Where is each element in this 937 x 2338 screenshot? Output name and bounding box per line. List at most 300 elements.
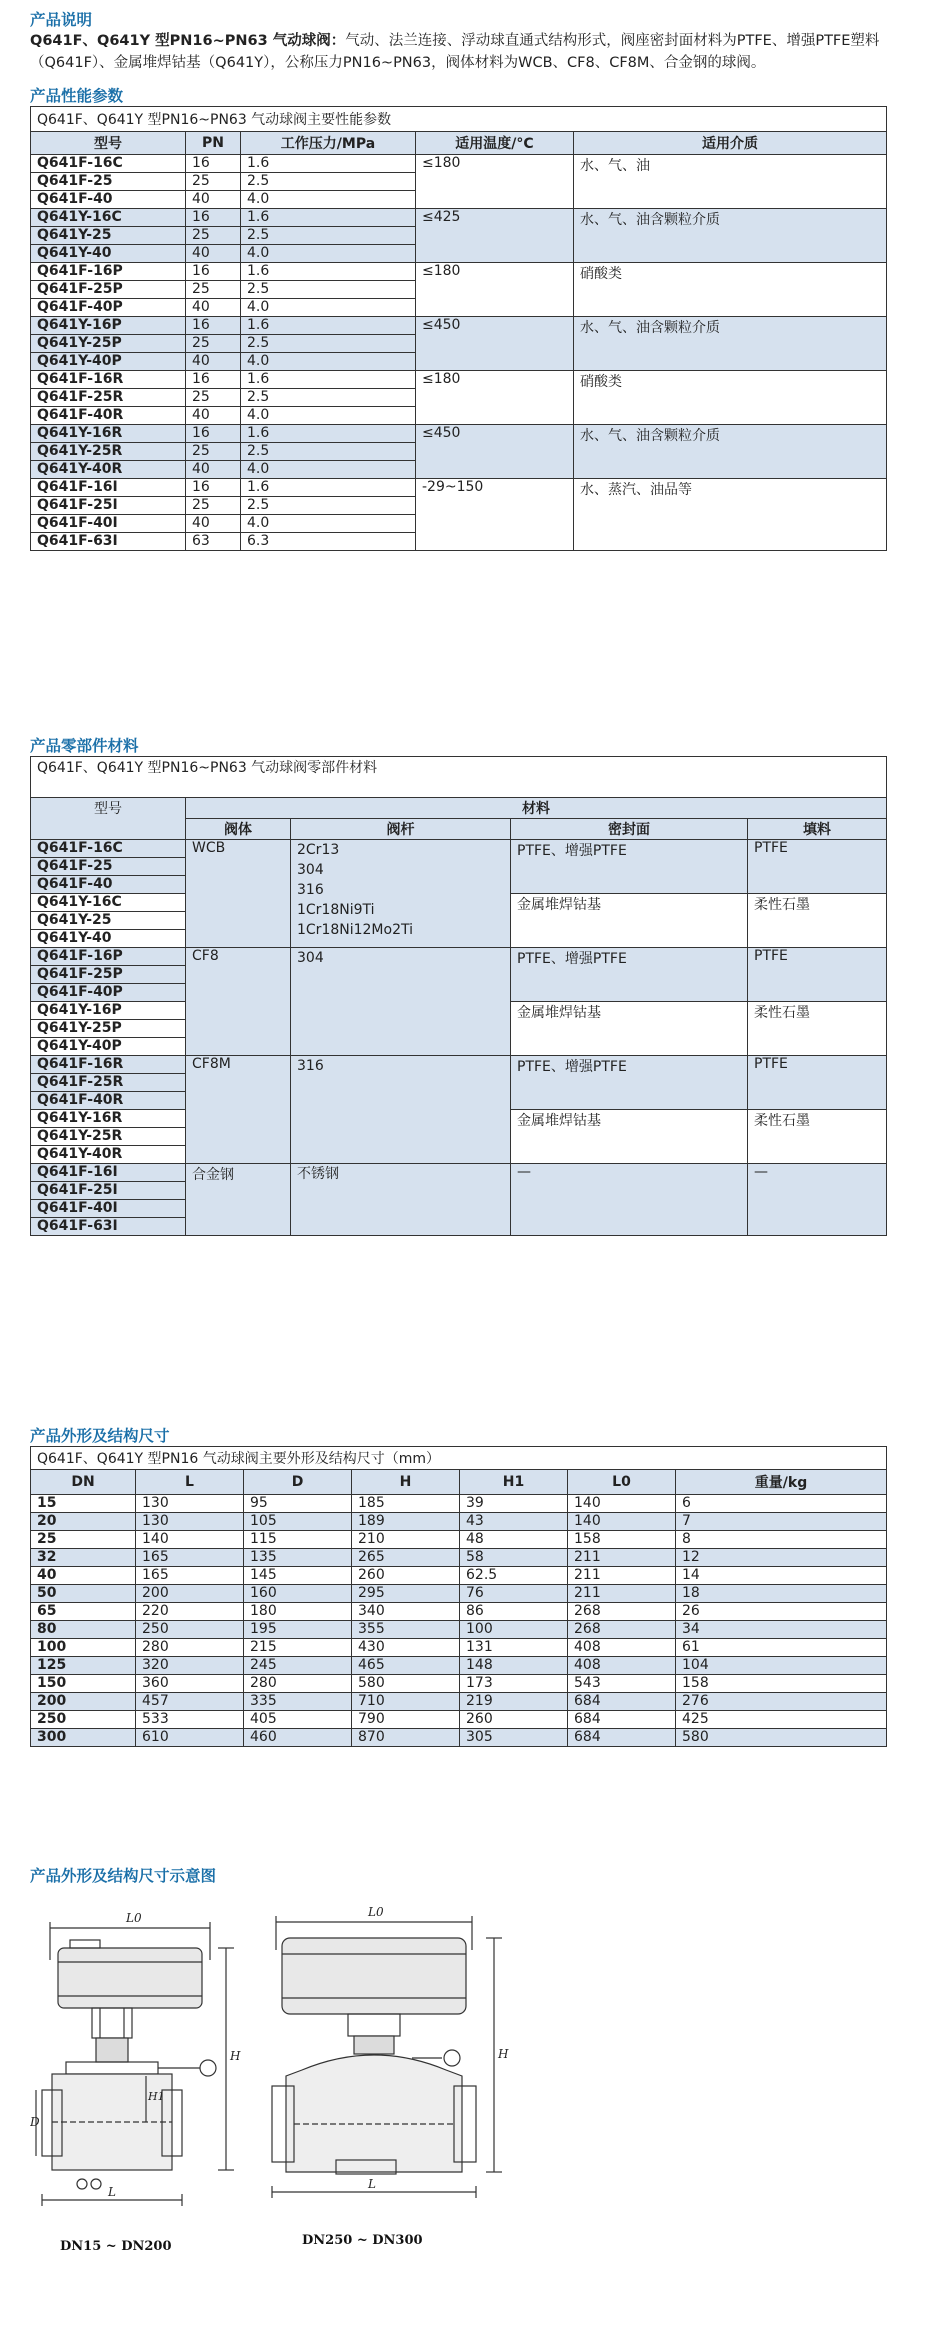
seal-material-cell: 金属堆焊钴基: [511, 1002, 748, 1056]
temperature-cell: ≤180: [416, 155, 574, 209]
stem-material-line: 316: [297, 1058, 324, 1074]
pressure-cell: 1.6: [241, 209, 416, 227]
diagram-label-large: DN250 ~ DN300: [302, 2233, 423, 2248]
dimension-cell: 140: [568, 1495, 676, 1513]
dn-cell: 15: [31, 1495, 136, 1513]
model-cell: Q641F-40: [31, 191, 186, 209]
pn-cell: 25: [186, 497, 241, 515]
dn-cell: 300: [31, 1729, 136, 1747]
dimension-cell: 148: [460, 1657, 568, 1675]
stem-material-line: 1Cr18Ni12Mo2Ti: [297, 922, 413, 938]
model-cell: Q641F-25R: [31, 1074, 186, 1092]
model-cell: Q641Y-40P: [31, 1038, 186, 1056]
model-cell: Q641Y-16C: [31, 209, 186, 227]
dimension-cell: 34: [676, 1621, 887, 1639]
dimension-cell: 86: [460, 1603, 568, 1621]
table-row: [31, 1603, 887, 1621]
dimension-cell: 211: [568, 1585, 676, 1603]
pn-cell: 63: [186, 533, 241, 551]
dimension-cell: 215: [244, 1639, 352, 1657]
temperature-cell: ≤180: [416, 371, 574, 425]
temperature-cell: ≤450: [416, 425, 574, 479]
pressure-cell: 2.5: [241, 389, 416, 407]
temperature-cell: -29~150: [416, 479, 574, 551]
dimension-cell: 250: [136, 1621, 244, 1639]
dimension-cell: 684: [568, 1711, 676, 1729]
dim-label-h-large: H: [498, 2047, 509, 2061]
table-row: [31, 1693, 887, 1711]
seal-material-cell: PTFE、增强PTFE: [511, 840, 748, 894]
materials-header-row: [31, 798, 887, 819]
dn-cell: 20: [31, 1513, 136, 1531]
dimension-cell: 211: [568, 1549, 676, 1567]
model-cell: Q641F-40P: [31, 984, 186, 1002]
dimension-cell: 268: [568, 1603, 676, 1621]
pressure-cell: 1.6: [241, 155, 416, 173]
stem-material-line: 不锈钢: [297, 1166, 339, 1182]
pn-cell: 16: [186, 371, 241, 389]
model-cell: Q641F-40I: [31, 1200, 186, 1218]
table-row: [31, 1657, 887, 1675]
temperature-cell: ≤450: [416, 317, 574, 371]
model-cell: Q641Y-25R: [31, 443, 186, 461]
dim-label-l0: L0: [126, 1911, 142, 1925]
table-row: [31, 209, 887, 227]
dimension-cell: 145: [244, 1567, 352, 1585]
materials-table: [30, 756, 887, 1236]
dimension-cell: 360: [136, 1675, 244, 1693]
pressure-cell: 4.0: [241, 515, 416, 533]
materials-caption-row: [31, 757, 887, 798]
packing-material-cell: —: [748, 1164, 887, 1236]
model-cell: Q641F-40R: [31, 1092, 186, 1110]
description-text: 气动、法兰连接、浮动球直通式结构形式，阀座密封面材料为PTFE、增强PTFE塑料（Q641F）、金属堆焊钴基（Q641Y），公称压力PN16~PN63，阀体材料为WCB、CF8、CF8M、合金钢的球阀。: [30, 33, 880, 71]
valve-drawing-large: [262, 1900, 512, 2270]
packing-material-cell: PTFE: [748, 948, 887, 1002]
dimension-cell: 543: [568, 1675, 676, 1693]
pn-cell: 25: [186, 281, 241, 299]
dimension-cell: 158: [568, 1531, 676, 1549]
dimension-cell: 165: [136, 1567, 244, 1585]
dimension-cell: 870: [352, 1729, 460, 1747]
dimension-cell: 100: [460, 1621, 568, 1639]
table-row: [31, 371, 887, 389]
dimension-cell: 180: [244, 1603, 352, 1621]
pressure-cell: 2.5: [241, 281, 416, 299]
body-material-cell: 合金钢: [186, 1164, 291, 1236]
dimension-cell: 48: [460, 1531, 568, 1549]
model-cell: Q641Y-16P: [31, 317, 186, 335]
table-row: [31, 1621, 887, 1639]
performance-header-0: 型号: [31, 132, 186, 155]
table-row: [31, 1164, 887, 1182]
media-cell: 水、蒸汽、油品等: [574, 479, 887, 551]
dimension-cell: 189: [352, 1513, 460, 1531]
dn-cell: 32: [31, 1549, 136, 1567]
pn-cell: 25: [186, 227, 241, 245]
dimension-cell: 200: [136, 1585, 244, 1603]
dimension-cell: 268: [568, 1621, 676, 1639]
pn-cell: 16: [186, 425, 241, 443]
dimension-cell: 135: [244, 1549, 352, 1567]
stem-material-line: 316: [297, 882, 324, 898]
media-cell: 硝酸类: [574, 371, 887, 425]
temperature-cell: ≤180: [416, 263, 574, 317]
body-material-cell: WCB: [186, 840, 291, 948]
dimension-cell: 18: [676, 1585, 887, 1603]
pn-cell: 25: [186, 389, 241, 407]
performance-header-1: PN: [186, 132, 241, 155]
media-cell: 硝酸类: [574, 263, 887, 317]
dimension-cell: 430: [352, 1639, 460, 1657]
dn-cell: 40: [31, 1567, 136, 1585]
table-row: [31, 479, 887, 497]
pn-cell: 40: [186, 515, 241, 533]
dimension-cell: 61: [676, 1639, 887, 1657]
dimension-cell: 62.5: [460, 1567, 568, 1585]
diagram-label-small: DN15 ~ DN200: [60, 2239, 172, 2254]
body-material-cell: CF8: [186, 948, 291, 1056]
product-description: [30, 30, 886, 74]
stem-material-cell: [291, 840, 511, 948]
dn-cell: 150: [31, 1675, 136, 1693]
dimension-cell: 280: [136, 1639, 244, 1657]
dimension-cell: 335: [244, 1693, 352, 1711]
model-cell: Q641F-16P: [31, 263, 186, 281]
pressure-cell: 1.6: [241, 263, 416, 281]
table-row: [31, 840, 887, 858]
model-cell: Q641Y-40P: [31, 353, 186, 371]
dim-label-l: L: [108, 2185, 116, 2199]
section-title-performance: 产品性能参数: [30, 87, 124, 105]
body-material-cell: CF8M: [186, 1056, 291, 1164]
dimension-cell: 355: [352, 1621, 460, 1639]
dimension-cell: 12: [676, 1549, 887, 1567]
dimension-cell: 211: [568, 1567, 676, 1585]
table-row: [31, 1711, 887, 1729]
dimension-cell: 710: [352, 1693, 460, 1711]
performance-header-2: 工作压力/MPa: [241, 132, 416, 155]
pn-cell: 40: [186, 191, 241, 209]
materials-model-header: 型号: [31, 798, 186, 840]
dimensions-header-2: D: [244, 1470, 352, 1495]
dn-cell: 65: [31, 1603, 136, 1621]
section-title-diagram: 产品外形及结构尺寸示意图: [30, 1867, 217, 1885]
model-cell: Q641F-40P: [31, 299, 186, 317]
model-cell: Q641Y-16R: [31, 425, 186, 443]
dimension-cell: 43: [460, 1513, 568, 1531]
dimensions-header-6: 重量/kg: [676, 1470, 887, 1495]
dimension-cell: 245: [244, 1657, 352, 1675]
table-row: [31, 1549, 887, 1567]
model-cell: Q641Y-16P: [31, 1002, 186, 1020]
materials-material-header: 材料: [186, 798, 887, 819]
seal-material-cell: PTFE、增强PTFE: [511, 1056, 748, 1110]
pn-cell: 25: [186, 335, 241, 353]
dimension-cell: 460: [244, 1729, 352, 1747]
pressure-cell: 4.0: [241, 461, 416, 479]
pn-cell: 40: [186, 407, 241, 425]
table-row: [31, 317, 887, 335]
pressure-cell: 1.6: [241, 425, 416, 443]
dimension-cell: 610: [136, 1729, 244, 1747]
dimension-cell: 8: [676, 1531, 887, 1549]
packing-material-cell: PTFE: [748, 840, 887, 894]
table-row: [31, 948, 887, 966]
pn-cell: 16: [186, 317, 241, 335]
performance-header-row: [31, 132, 887, 155]
dimension-cell: 185: [352, 1495, 460, 1513]
media-cell: 水、气、油: [574, 155, 887, 209]
dim-label-h: H: [230, 2049, 241, 2063]
model-cell: Q641Y-25P: [31, 1020, 186, 1038]
dimension-cell: 195: [244, 1621, 352, 1639]
materials-caption: Q641F、Q641Y 型PN16~PN63 气动球阀零部件材料: [31, 757, 887, 798]
dn-cell: 200: [31, 1693, 136, 1711]
dimension-cell: 173: [460, 1675, 568, 1693]
pn-cell: 25: [186, 173, 241, 191]
dn-cell: 250: [31, 1711, 136, 1729]
model-cell: Q641F-25I: [31, 497, 186, 515]
materials-subheader-3: 填料: [748, 819, 887, 840]
media-cell: 水、气、油含颗粒介质: [574, 317, 887, 371]
stem-material-line: 2Cr13: [297, 842, 340, 858]
performance-caption: Q641F、Q641Y 型PN16~PN63 气动球阀主要性能参数: [31, 107, 887, 132]
dimension-cell: 140: [136, 1531, 244, 1549]
stem-material-line: 1Cr18Ni9Ti: [297, 902, 375, 918]
pressure-cell: 4.0: [241, 407, 416, 425]
media-cell: 水、气、油含颗粒介质: [574, 209, 887, 263]
dimension-cell: 220: [136, 1603, 244, 1621]
dimension-cell: 14: [676, 1567, 887, 1585]
model-cell: Q641F-16R: [31, 371, 186, 389]
dimension-cell: 405: [244, 1711, 352, 1729]
temperature-cell: ≤425: [416, 209, 574, 263]
dimension-cell: 76: [460, 1585, 568, 1603]
pn-cell: 40: [186, 245, 241, 263]
performance-header-4: 适用介质: [574, 132, 887, 155]
dimension-cell: 130: [136, 1495, 244, 1513]
seal-material-cell: 金属堆焊钴基: [511, 1110, 748, 1164]
dimensions-header-0: DN: [31, 1470, 136, 1495]
packing-material-cell: 柔性石墨: [748, 1002, 887, 1056]
model-cell: Q641F-63I: [31, 1218, 186, 1236]
stem-material-line: 304: [297, 862, 324, 878]
packing-material-cell: 柔性石墨: [748, 1110, 887, 1164]
seal-material-cell: —: [511, 1164, 748, 1236]
dimensions-header-5: L0: [568, 1470, 676, 1495]
dimension-cell: 276: [676, 1693, 887, 1711]
model-cell: Q641Y-40R: [31, 461, 186, 479]
table-row: [31, 1675, 887, 1693]
materials-subheader-2: 密封面: [511, 819, 748, 840]
dimension-cell: 165: [136, 1549, 244, 1567]
dimension-cell: 158: [676, 1675, 887, 1693]
materials-table-container: [30, 756, 887, 1236]
model-cell: Q641F-63I: [31, 533, 186, 551]
dimension-cell: 265: [352, 1549, 460, 1567]
model-cell: Q641F-16C: [31, 840, 186, 858]
dimension-cell: 39: [460, 1495, 568, 1513]
dim-label-d: D: [30, 2115, 40, 2129]
dimension-cell: 684: [568, 1693, 676, 1711]
dimension-cell: 684: [568, 1729, 676, 1747]
pressure-cell: 2.5: [241, 173, 416, 191]
dn-cell: 125: [31, 1657, 136, 1675]
dimensions-header-row: [31, 1470, 887, 1495]
dimensions-header-1: L: [136, 1470, 244, 1495]
dimension-cell: 408: [568, 1639, 676, 1657]
model-cell: Q641F-16P: [31, 948, 186, 966]
dimension-cell: 580: [676, 1729, 887, 1747]
dn-cell: 50: [31, 1585, 136, 1603]
dimension-cell: 95: [244, 1495, 352, 1513]
pn-cell: 40: [186, 353, 241, 371]
dimension-cell: 210: [352, 1531, 460, 1549]
dimension-cell: 408: [568, 1657, 676, 1675]
valve-diagram-large: [262, 1900, 512, 2270]
table-row: [31, 1495, 887, 1513]
model-cell: Q641Y-40: [31, 930, 186, 948]
model-cell: Q641F-40: [31, 876, 186, 894]
pn-cell: 16: [186, 479, 241, 497]
dimension-cell: 130: [136, 1513, 244, 1531]
dimensions-caption: Q641F、Q641Y 型PN16 气动球阀主要外形及结构尺寸（mm）: [31, 1447, 887, 1470]
stem-material-cell: [291, 1164, 511, 1236]
model-cell: Q641Y-25R: [31, 1128, 186, 1146]
dimensions-header-4: H1: [460, 1470, 568, 1495]
pressure-cell: 4.0: [241, 353, 416, 371]
dimension-cell: 465: [352, 1657, 460, 1675]
dimension-cell: 457: [136, 1693, 244, 1711]
stem-material-line: 304: [297, 950, 324, 966]
model-cell: Q641F-16I: [31, 1164, 186, 1182]
pressure-cell: 2.5: [241, 335, 416, 353]
dimension-cell: 580: [352, 1675, 460, 1693]
pressure-cell: 1.6: [241, 371, 416, 389]
table-row: [31, 1729, 887, 1747]
dimension-cell: 105: [244, 1513, 352, 1531]
model-cell: Q641F-16I: [31, 479, 186, 497]
dn-cell: 100: [31, 1639, 136, 1657]
pn-cell: 40: [186, 299, 241, 317]
pressure-cell: 2.5: [241, 227, 416, 245]
pn-cell: 16: [186, 155, 241, 173]
performance-caption-row: [31, 107, 887, 132]
dimension-cell: 219: [460, 1693, 568, 1711]
model-cell: Q641F-25: [31, 173, 186, 191]
pressure-cell: 4.0: [241, 191, 416, 209]
section-title-description: 产品说明: [30, 11, 93, 29]
model-cell: Q641F-25I: [31, 1182, 186, 1200]
media-cell: 水、气、油含颗粒介质: [574, 425, 887, 479]
seal-material-cell: 金属堆焊钴基: [511, 894, 748, 948]
section-title-materials: 产品零部件材料: [30, 737, 139, 755]
dimension-cell: 26: [676, 1603, 887, 1621]
dimension-cell: 115: [244, 1531, 352, 1549]
dn-cell: 80: [31, 1621, 136, 1639]
dim-label-h1: H1: [148, 2090, 165, 2103]
model-cell: Q641F-25P: [31, 281, 186, 299]
packing-material-cell: PTFE: [748, 1056, 887, 1110]
description-bold: Q641F、Q641Y 型PN16~PN63 气动球阀：: [30, 33, 346, 49]
materials-subheader-1: 阀杆: [291, 819, 511, 840]
model-cell: Q641F-25: [31, 858, 186, 876]
dimensions-table: [30, 1446, 887, 1747]
model-cell: Q641F-40I: [31, 515, 186, 533]
dimensions-table-container: [30, 1446, 887, 1747]
model-cell: Q641F-16R: [31, 1056, 186, 1074]
pressure-cell: 4.0: [241, 299, 416, 317]
model-cell: Q641Y-25P: [31, 335, 186, 353]
dimension-cell: 340: [352, 1603, 460, 1621]
pressure-cell: 2.5: [241, 497, 416, 515]
pressure-cell: 6.3: [241, 533, 416, 551]
table-row: [31, 263, 887, 281]
dimension-cell: 58: [460, 1549, 568, 1567]
performance-table: [30, 106, 887, 551]
pressure-cell: 1.6: [241, 317, 416, 335]
model-cell: Q641F-25R: [31, 389, 186, 407]
dn-cell: 25: [31, 1531, 136, 1549]
model-cell: Q641F-40R: [31, 407, 186, 425]
pn-cell: 25: [186, 443, 241, 461]
valve-drawing-small: [30, 1900, 250, 2270]
model-cell: Q641Y-25: [31, 912, 186, 930]
dimension-cell: 425: [676, 1711, 887, 1729]
dimension-cell: 790: [352, 1711, 460, 1729]
seal-material-cell: PTFE、增强PTFE: [511, 948, 748, 1002]
table-row: [31, 155, 887, 173]
dimension-cell: 104: [676, 1657, 887, 1675]
dimensions-caption-row: [31, 1447, 887, 1470]
dimension-cell: 140: [568, 1513, 676, 1531]
dimension-cell: 131: [460, 1639, 568, 1657]
dimension-cell: 533: [136, 1711, 244, 1729]
dimension-cell: 260: [460, 1711, 568, 1729]
dimension-cell: 6: [676, 1495, 887, 1513]
dimensions-header-3: H: [352, 1470, 460, 1495]
performance-table-container: [30, 106, 887, 551]
dimension-cell: 295: [352, 1585, 460, 1603]
dimension-cell: 7: [676, 1513, 887, 1531]
dim-label-l-large: L: [368, 2177, 376, 2191]
pn-cell: 40: [186, 461, 241, 479]
model-cell: Q641Y-16C: [31, 894, 186, 912]
dimension-cell: 160: [244, 1585, 352, 1603]
dimension-cell: 280: [244, 1675, 352, 1693]
model-cell: Q641Y-40: [31, 245, 186, 263]
pressure-cell: 4.0: [241, 245, 416, 263]
model-cell: Q641Y-16R: [31, 1110, 186, 1128]
pressure-cell: 2.5: [241, 443, 416, 461]
stem-material-cell: [291, 948, 511, 1056]
model-cell: Q641Y-25: [31, 227, 186, 245]
dimension-cell: 320: [136, 1657, 244, 1675]
table-row: [31, 425, 887, 443]
valve-diagram-small: [30, 1900, 250, 2270]
pn-cell: 16: [186, 263, 241, 281]
table-row: [31, 1531, 887, 1549]
dimension-cell: 305: [460, 1729, 568, 1747]
model-cell: Q641F-25P: [31, 966, 186, 984]
dim-label-l0-large: L0: [368, 1905, 384, 1919]
model-cell: Q641Y-40R: [31, 1146, 186, 1164]
table-row: [31, 1513, 887, 1531]
pn-cell: 16: [186, 209, 241, 227]
dimension-cell: 260: [352, 1567, 460, 1585]
section-title-dimensions: 产品外形及结构尺寸: [30, 1427, 170, 1445]
